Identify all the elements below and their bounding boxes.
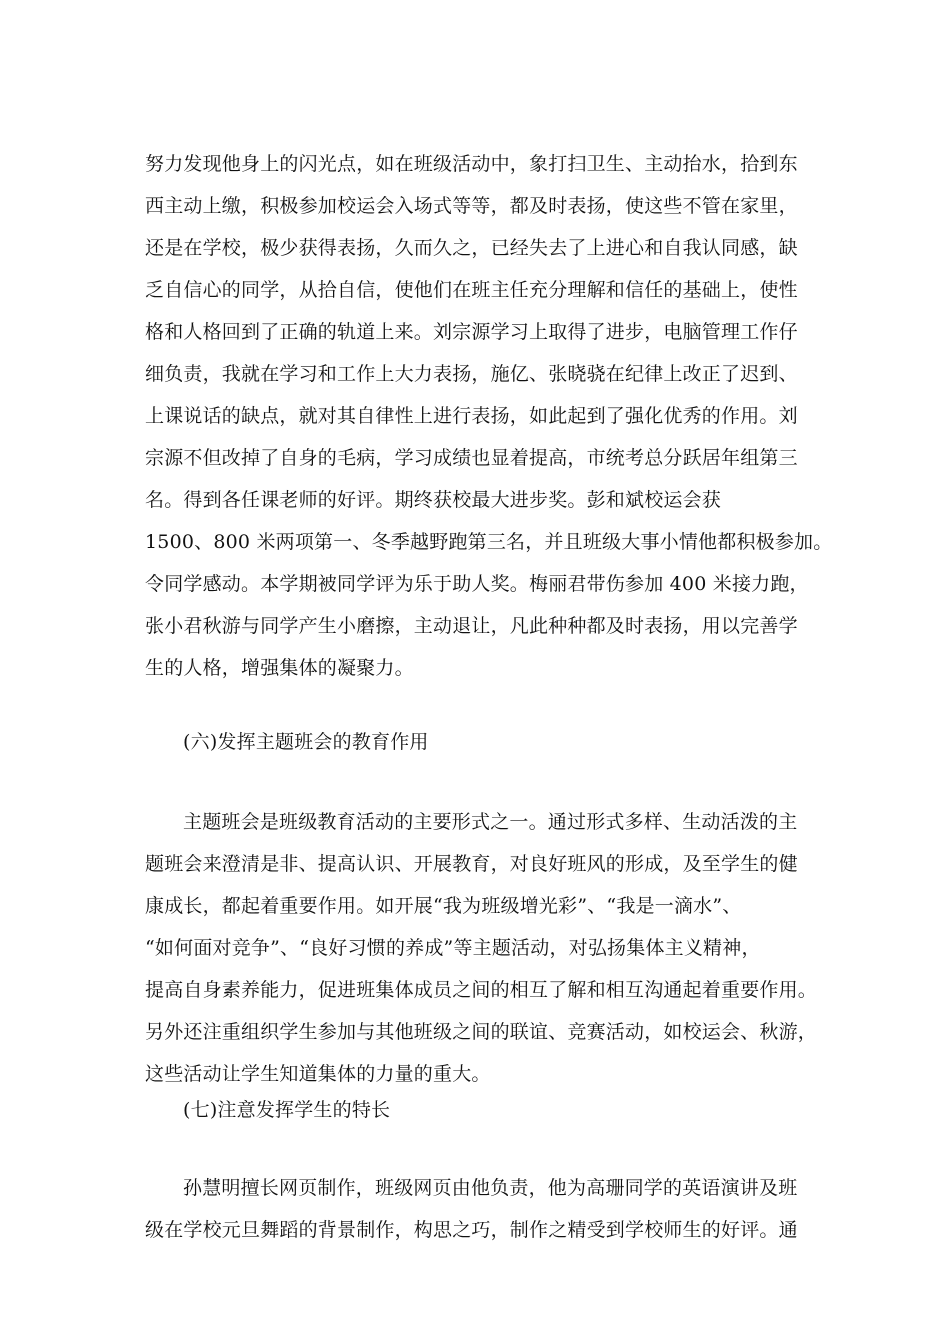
- paragraph-1-line-10: 1500、800 米两项第一、冬季越野跑第三名，并且班级大事小情他都积极参加。: [145, 531, 833, 553]
- paragraph-2-line-2: 题班会来澄清是非、提高认识、开展教育，对良好班风的形成，及至学生的健: [145, 853, 798, 875]
- paragraph-1-line-12: 张小君秋游与同学产生小磨擦，主动退让，凡此种种都及时表扬，用以完善学: [145, 615, 798, 637]
- paragraph-1-line-8: 宗源不但改掉了自身的毛病，学习成绩也显着提高，市统考总分跃居年组第三: [145, 447, 798, 469]
- paragraph-3-line-1: 孙慧明擅长网页制作，班级网页由他负责，他为高珊同学的英语演讲及班: [183, 1177, 798, 1199]
- paragraph-2-line-6: 另外还注重组织学生参加与其他班级之间的联谊、竞赛活动，如校运会、秋游，: [145, 1021, 818, 1043]
- paragraph-1-line-5: 格和人格回到了正确的轨道上来。刘宗源学习上取得了进步，电脑管理工作仔: [145, 321, 798, 343]
- paragraph-3-line-2: 级在学校元旦舞蹈的背景制作，构思之巧，制作之精受到学校师生的好评。通: [145, 1219, 798, 1241]
- paragraph-1-line-1: 努力发现他身上的闪光点，如在班级活动中，象打扫卫生、主动抬水，拾到东: [145, 153, 798, 175]
- paragraph-1-line-2: 西主动上缴，积极参加校运会入场式等等，都及时表扬，使这些不管在家里，: [145, 195, 798, 217]
- paragraph-1-line-9: 名。得到各任课老师的好评。期终获校最大进步奖。彭和斌校运会获: [145, 489, 722, 511]
- paragraph-2-line-3: 康成长，都起着重要作用。如开展“我为班级增光彩”、“我是一滴水”、: [145, 895, 742, 917]
- paragraph-2-line-1: 主题班会是班级教育活动的主要形式之一。通过形式多样、生动活泼的主: [183, 811, 798, 833]
- section-heading-6: (六)发挥主题班会的教育作用: [183, 731, 429, 753]
- paragraph-1-line-7: 上课说话的缺点，就对其自律性上进行表扬，如此起到了强化优秀的作用。刘: [145, 405, 798, 427]
- paragraph-2-line-5: 提高自身素养能力，促进班集体成员之间的相互了解和相互沟通起着重要作用。: [145, 979, 818, 1001]
- paragraph-2-line-7: 这些活动让学生知道集体的力量的重大。: [145, 1063, 491, 1085]
- paragraph-1-line-11: 令同学感动。本学期被同学评为乐于助人奖。梅丽君带伤参加 400 米接力跑，: [145, 573, 809, 595]
- paragraph-1-line-6: 细负责，我就在学习和工作上大力表扬，施亿、张晓骁在纪律上改正了迟到、: [145, 363, 798, 385]
- section-heading-7: (七)注意发挥学生的特长: [183, 1099, 391, 1121]
- paragraph-1-line-13: 生的人格，增强集体的凝聚力。: [145, 657, 414, 679]
- paragraph-1-line-3: 还是在学校，极少获得表扬，久而久之，已经失去了上进心和自我认同感，缺: [145, 237, 798, 259]
- paragraph-2-line-4: “如何面对竞争”、“良好习惯的养成”等主题活动，对弘扬集体主义精神，: [145, 937, 761, 959]
- paragraph-1-line-4: 乏自信心的同学，从拾自信，使他们在班主任充分理解和信任的基础上，使性: [145, 279, 798, 301]
